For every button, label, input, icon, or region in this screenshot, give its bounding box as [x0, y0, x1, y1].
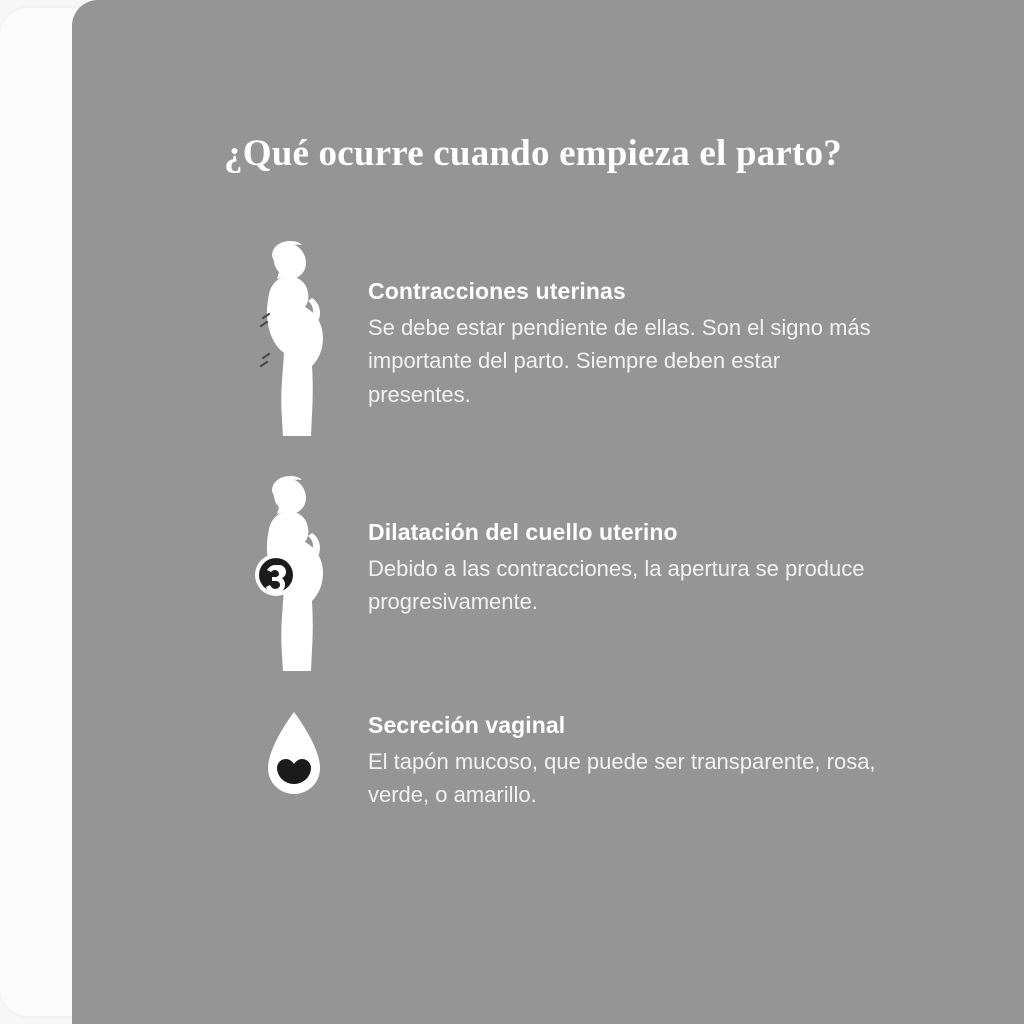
item-text [352, 471, 888, 619]
droplet-heart-icon [240, 706, 352, 816]
pregnant-woman-contractions-icon [240, 236, 352, 441]
list-item [240, 471, 940, 676]
item-body: Debido a las contracciones, la apertura se produce progresivamente. [368, 556, 865, 615]
page-title: ¿Qué ocurre cuando empieza el parto? [224, 133, 842, 174]
list-item [240, 706, 940, 816]
item-body: El tapón mucoso, que puede ser transparente, rosa, verde, o amarillo. [368, 749, 876, 808]
pregnant-woman-fetus-icon [240, 471, 352, 676]
item-heading: Dilatación del cuello uterino [368, 519, 678, 545]
item-heading: Contracciones uterinas [368, 278, 626, 304]
item-list [240, 236, 940, 852]
item-text [352, 236, 888, 411]
item-text [352, 706, 888, 812]
item-heading: Secreción vaginal [368, 712, 566, 738]
item-body: Se debe estar pendiente de ellas. Son el signo más importante del parto. Siempre deben estar presentes. [368, 315, 871, 407]
list-item [240, 236, 940, 441]
